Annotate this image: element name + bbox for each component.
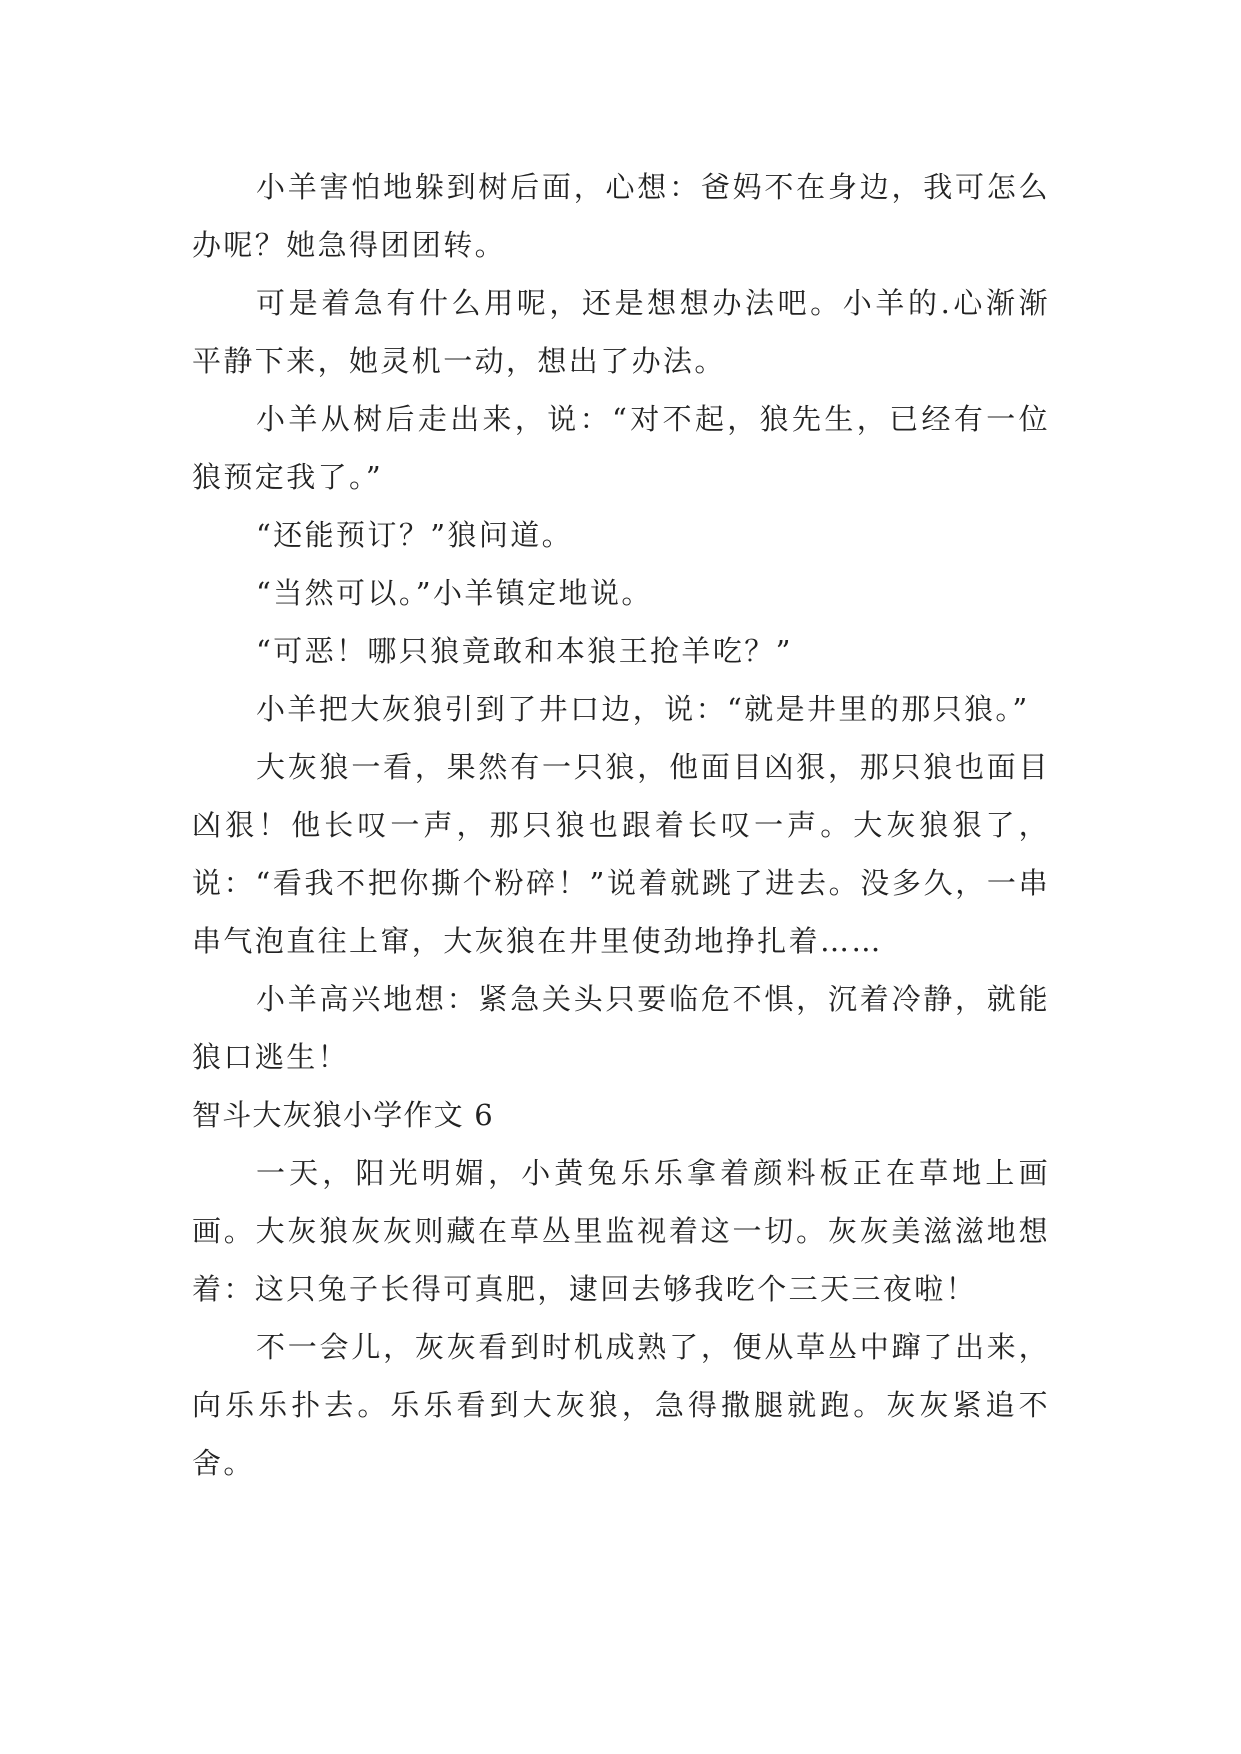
paragraph: “可恶！哪只狼竟敢和本狼王抢羊吃？”	[256, 634, 793, 668]
paragraph: 一天，阳光明媚，小黄兔乐乐拿着颜料板正在草地上画画。大灰狼灰灰则藏在草丛里监视着这一切。灰灰美滋滋地想着：这只兔子长得可真肥，逮回去够我吃个三天三夜啦！	[192, 1156, 1050, 1306]
paragraph: 小羊从树后走出来，说：“对不起，狼先生，已经有一位狼预定我了。”	[192, 402, 1050, 494]
paragraph: 可是着急有什么用呢，还是想想办法吧。小羊的.心渐渐平静下来，她灵机一动，想出了办法。	[192, 286, 1050, 378]
document-body	[192, 158, 1050, 1492]
paragraph: 小羊把大灰狼引到了井口边，说：“就是井里的那只狼。”	[256, 692, 1030, 726]
paragraph: 小羊害怕地躲到树后面，心想：爸妈不在身边，我可怎么办呢？她急得团团转。	[192, 170, 1050, 262]
paragraph: 大灰狼一看，果然有一只狼，他面目凶狠，那只狼也面目凶狠！他长叹一声，那只狼也跟着长叹一声。大灰狼狠了，说：“看我不把你撕个粉碎！”说着就跳了进去。没多久，一串串气泡直往上窜，大灰狼在井里使劲地挣扎着……	[192, 750, 1050, 958]
paragraph: 小羊高兴地想：紧急关头只要临危不惧，沉着冷静，就能狼口逃生！	[192, 982, 1050, 1074]
section-title: 智斗大灰狼小学作文 6	[192, 1098, 494, 1132]
paragraph: “还能预订？”狼问道。	[256, 518, 574, 552]
paragraph: “当然可以。”小羊镇定地说。	[256, 576, 653, 610]
paragraph: 不一会儿，灰灰看到时机成熟了，便从草丛中蹿了出来，向乐乐扑去。乐乐看到大灰狼，急得撒腿就跑。灰灰紧追不舍。	[192, 1330, 1050, 1480]
